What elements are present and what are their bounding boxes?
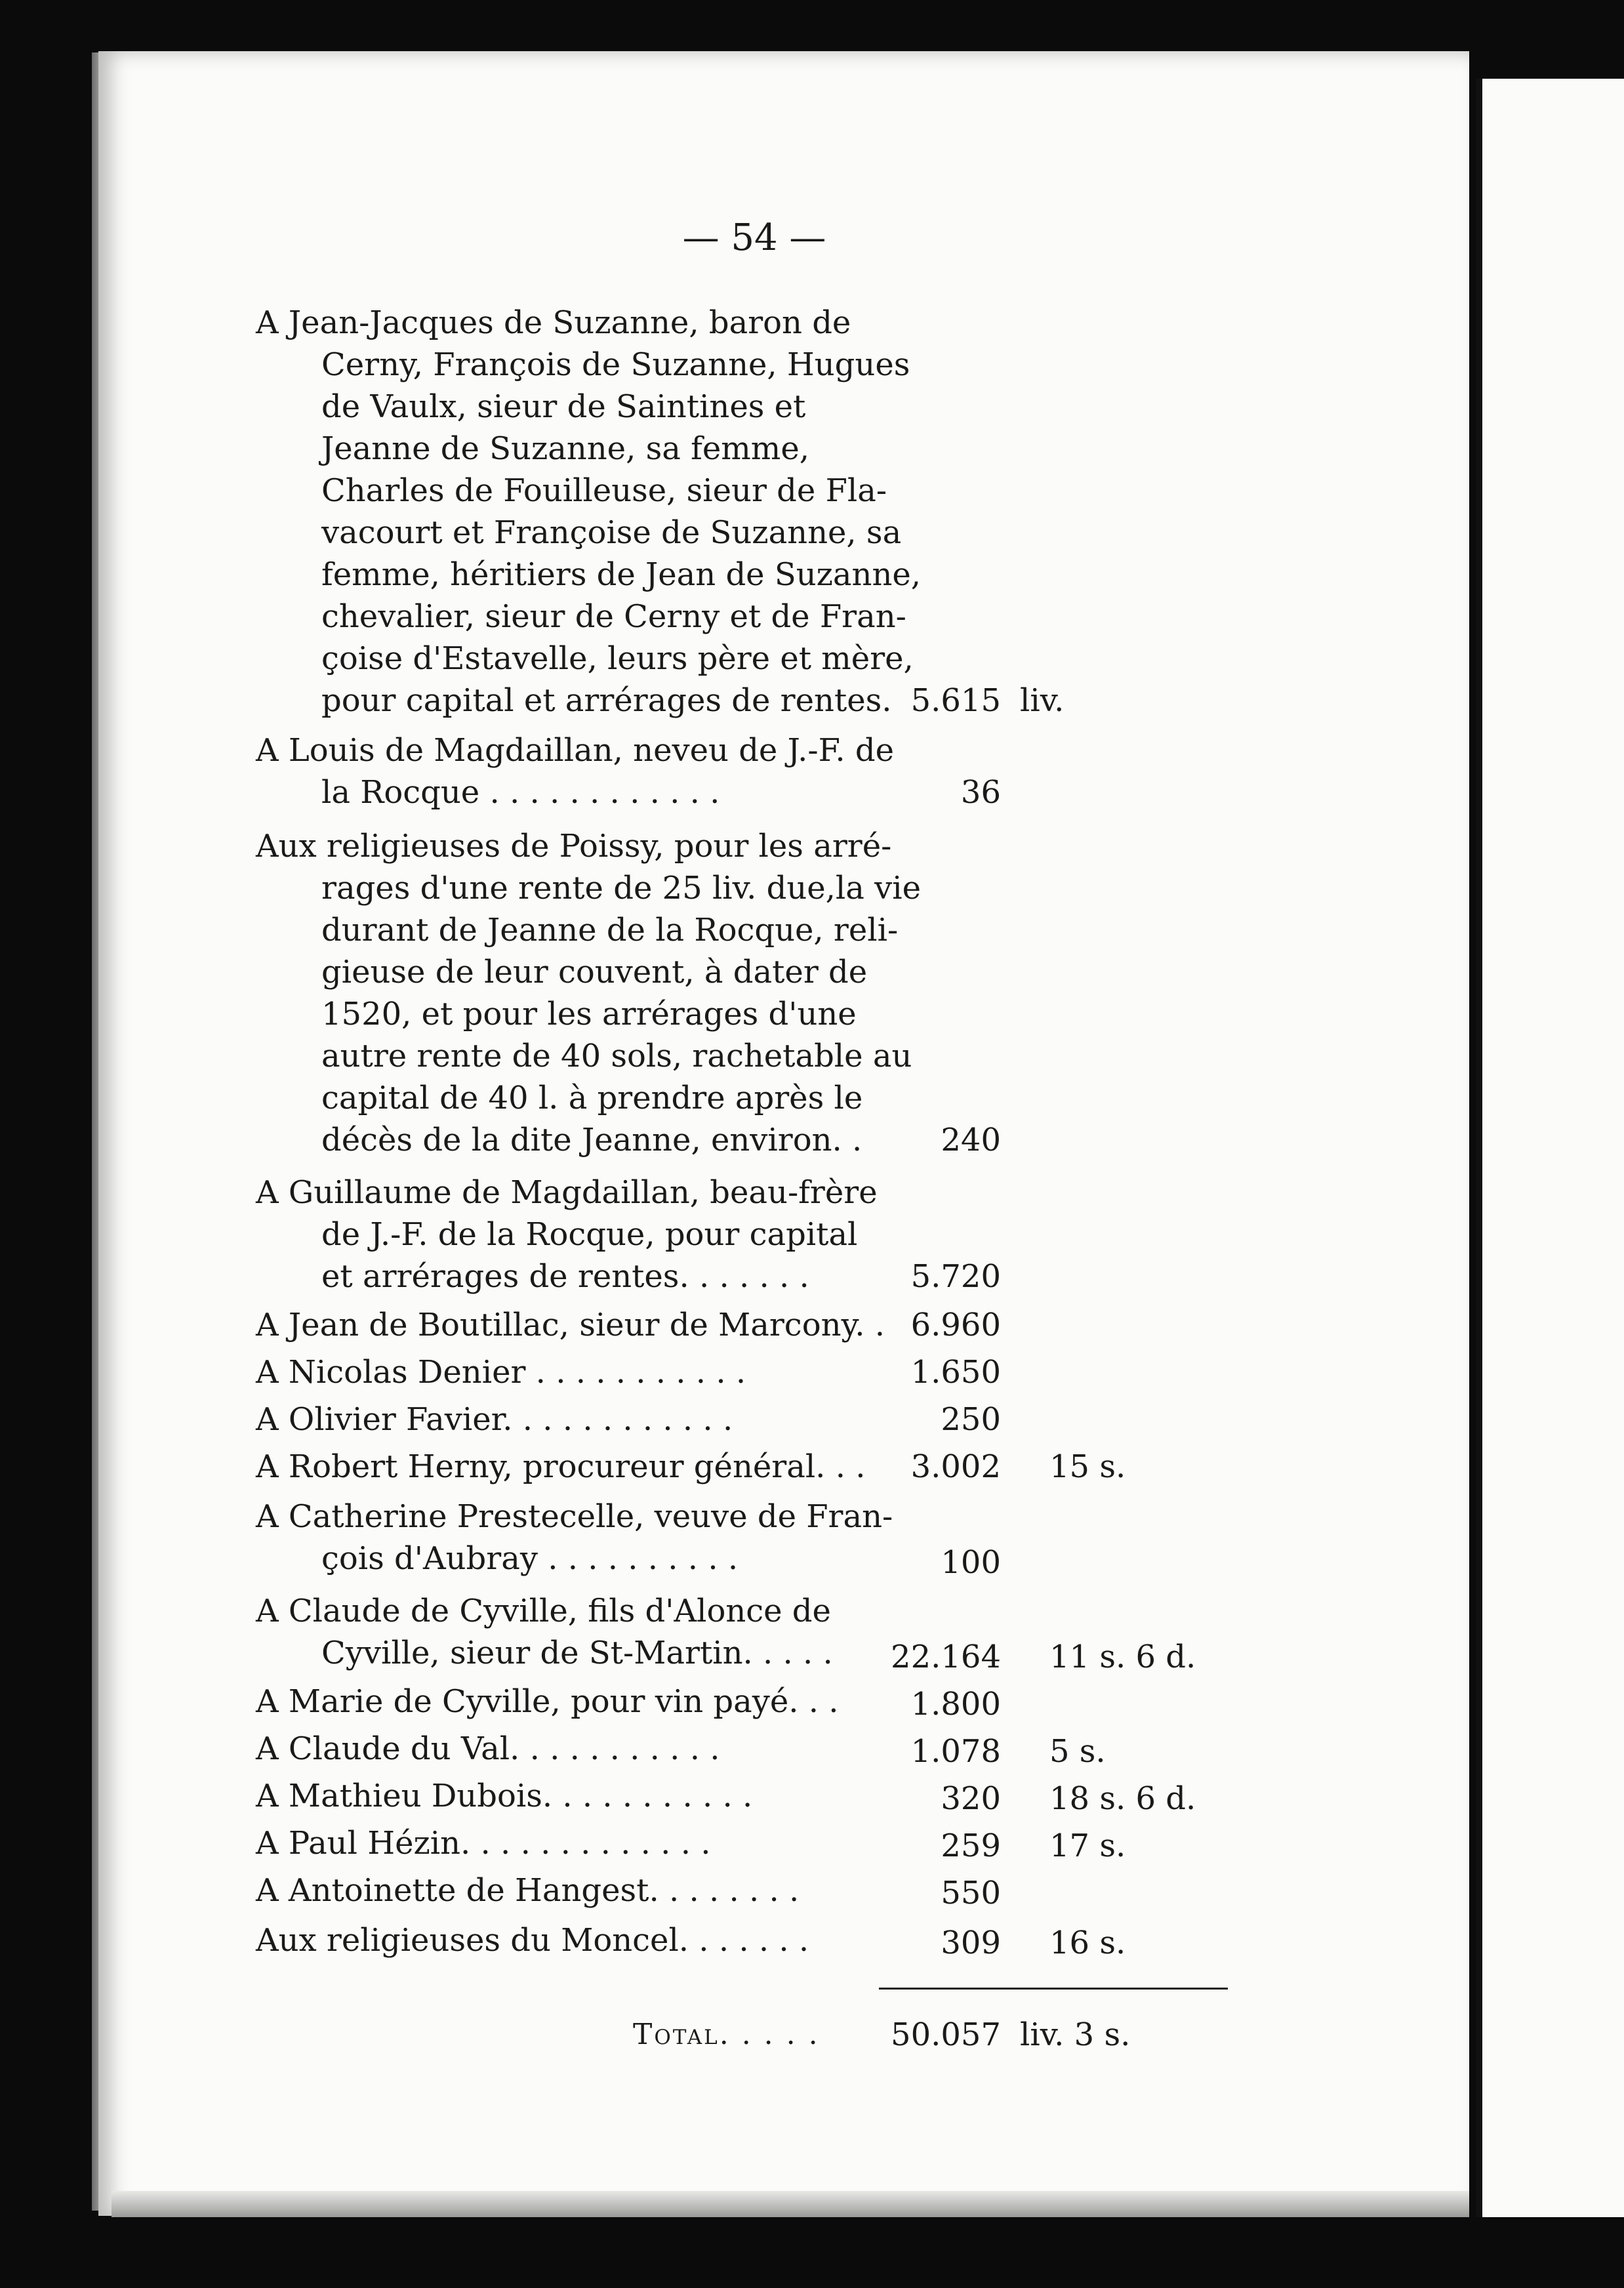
entry-14-unit: 17 s. [1049,1828,1126,1864]
entry-1-line-4: Jeanne de Suzanne, sa femme, [321,430,809,467]
entry-3-line-4: gieuse de leur couvent, à dater de [321,954,868,991]
entry-3-line-2: rages d'une rente de 25 liv. due,la vie [321,870,921,907]
entry-3-line-8: décès de la dite Jeanne, environ. . [321,1122,863,1158]
entry-9-line-2: çois d'Aubray . . . . . . . . . . [321,1540,739,1577]
entry-3-line-5: 1520, et pour les arrérages d'une [321,996,857,1032]
entry-13-amount: 320 [941,1780,1001,1817]
entry-9-amount: 100 [941,1544,1001,1581]
entry-10-unit: 11 s. 6 d. [1049,1639,1196,1675]
total-unit: liv. 3 s. [1020,2016,1131,2053]
entry-12-unit: 5 s. [1049,1733,1106,1770]
entry-10-line-1: A Claude de Cyville, fils d'Alonce de [256,1593,831,1629]
next-page-strip [1476,79,1624,2217]
entry-16-unit: 16 s. [1049,1925,1126,1961]
entry-4-line-1: A Guillaume de Magdaillan, beau-frère [256,1174,878,1211]
entry-4-line-3: et arrérages de rentes. . . . . . . [321,1258,809,1295]
entry-15-amount: 550 [941,1875,1001,1911]
entry-2-amount: 36 [960,774,1001,811]
entry-9-line-1: A Catherine Prestecelle, veuve de Fran- [256,1498,893,1535]
page-number: — 54 — [682,216,826,259]
entry-1-line-1: A Jean-Jacques de Suzanne, baron de [256,304,851,341]
entry-11-amount: 1.800 [910,1686,1001,1723]
entry-8-amount: 3.002 [910,1448,1001,1485]
entry-1-line-7: femme, héritiers de Jean de Suzanne, [321,556,922,593]
entry-12-amount: 1.078 [910,1733,1001,1770]
entry-16-line-1: Aux religieuses du Moncel. . . . . . . [256,1922,809,1959]
entry-3-line-7: capital de 40 l. à prendre après le [321,1080,863,1116]
entry-1-line-6: vacourt et Françoise de Suzanne, sa [321,514,902,551]
entry-10-line-2: Cyville, sieur de St-Martin. . . . . [321,1635,833,1671]
entry-2-line-1: A Louis de Magdaillan, neveu de J.-F. de [256,732,895,769]
entry-7-amount: 250 [941,1401,1001,1438]
entry-1-amount: 5.615 [910,682,1001,719]
entry-1-line-2: Cerny, François de Suzanne, Hugues [321,346,910,383]
entry-8-line-1: A Robert Herny, procureur général. . . [256,1448,866,1485]
page-bottom-edge [112,2191,1469,2217]
entry-2-line-2: la Rocque . . . . . . . . . . . . [321,774,720,811]
entry-5-amount: 6.960 [910,1307,1001,1343]
entry-7-line-1: A Olivier Favier. . . . . . . . . . . . [256,1401,733,1438]
entry-13-unit: 18 s. 6 d. [1049,1780,1196,1817]
entry-1-line-10: pour capital et arrérages de rentes. [321,682,892,719]
entry-12-line-1: A Claude du Val. . . . . . . . . . . [256,1730,720,1767]
entry-16-amount: 309 [941,1925,1001,1961]
entry-5-line-1: A Jean de Boutillac, sieur de Marcony. . [256,1307,885,1343]
entry-3-line-6: autre rente de 40 sols, rachetable au [321,1038,912,1074]
entry-1-unit: liv. [1020,682,1065,719]
total-label: Total. . . . . [633,2018,820,2051]
entry-10-amount: 22.164 [891,1639,1001,1675]
entry-4-line-2: de J.-F. de la Rocque, pour capital [321,1216,858,1253]
total-rule [879,1988,1228,1990]
entry-1-line-5: Charles de Fouilleuse, sieur de Fla- [321,472,887,509]
entry-1-line-3: de Vaulx, sieur de Saintines et [321,388,806,425]
entry-11-line-1: A Marie de Cyville, pour vin payé. . . [256,1683,839,1720]
entry-14-amount: 259 [941,1828,1001,1864]
entry-4-amount: 5.720 [910,1258,1001,1295]
entry-6-amount: 1.650 [910,1354,1001,1391]
entry-14-line-1: A Paul Hézin. . . . . . . . . . . . . [256,1825,711,1862]
entry-8-unit: 15 s. [1049,1448,1126,1485]
entry-3-line-3: durant de Jeanne de la Rocque, reli- [321,912,899,949]
entry-13-line-1: A Mathieu Dubois. . . . . . . . . . . [256,1778,753,1814]
entry-6-line-1: A Nicolas Denier . . . . . . . . . . . [256,1354,746,1391]
total-amount: 50.057 [891,2016,1001,2053]
entry-3-line-1: Aux religieuses de Poissy, pour les arré- [256,828,892,865]
entry-1-line-8: chevalier, sieur de Cerny et de Fran- [321,598,906,635]
entry-1-line-9: çoise d'Estavelle, leurs père et mère, [321,640,914,677]
entry-3-amount: 240 [941,1122,1001,1158]
entry-15-line-1: A Antoinette de Hangest. . . . . . . . [256,1872,800,1909]
